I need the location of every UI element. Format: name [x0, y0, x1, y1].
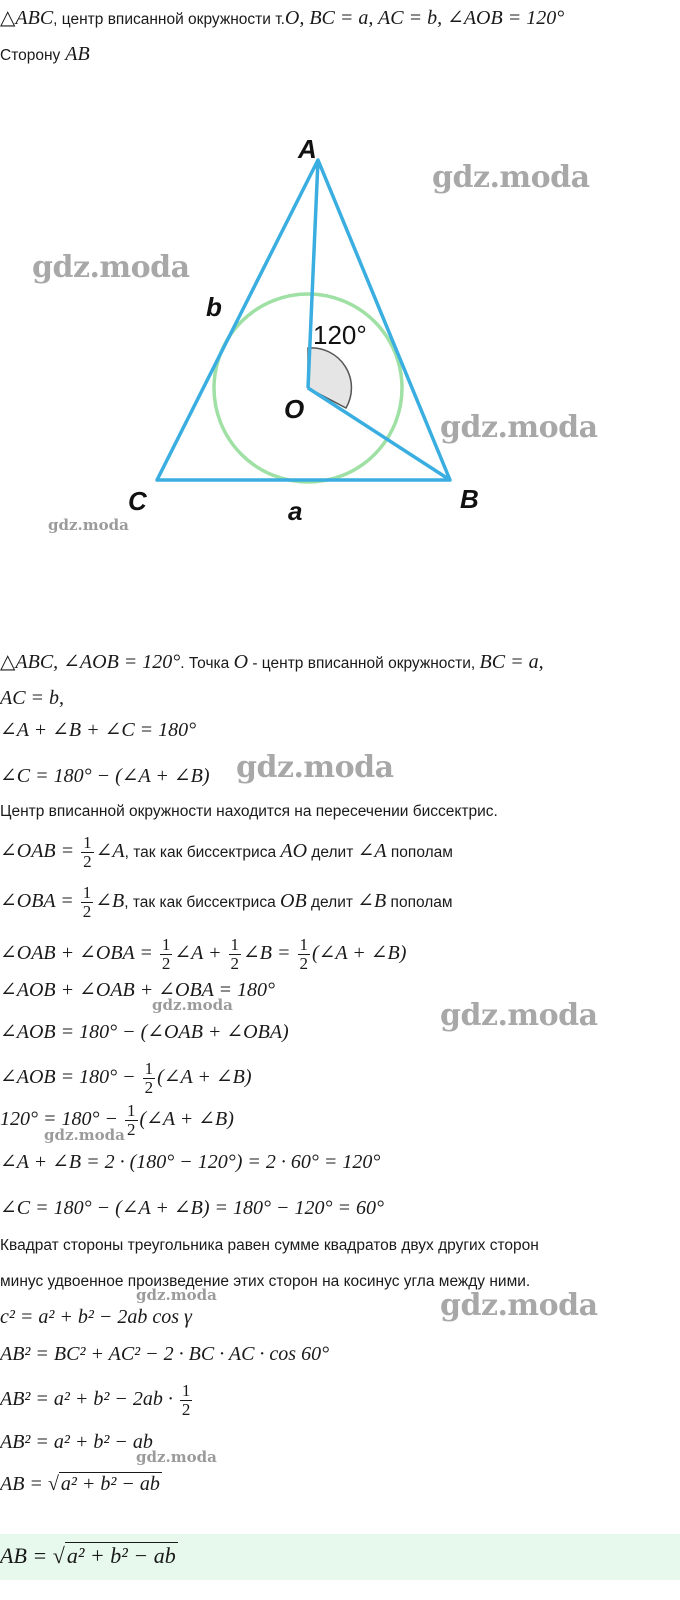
fraction: $\frac{1}{2}$ — [83, 833, 92, 871]
vertex-label-a: A — [298, 134, 317, 164]
fraction: $\frac{1}{2}$ — [230, 935, 240, 973]
triangle-abc — [157, 160, 450, 480]
solution-line-15: Квадрат стороны треугольника равен сумме квадратов двух других сторон — [0, 1237, 539, 1254]
solution-line-18: AB² = BC² + AC² − 2 · BC · AC · cos 60° — [0, 1343, 330, 1365]
solution-line-2: AC = b, — [0, 687, 65, 709]
solution-line-12: 120° = 180° − $\frac{1}{2}$ (∠A + ∠B) — [0, 1101, 234, 1139]
fraction: $\frac{1}{2}$ — [144, 1059, 154, 1097]
fraction: $\frac{1}{2}$ — [181, 1381, 191, 1419]
given-bc: BC = a, — [479, 651, 544, 673]
fraction: $\frac{1}{2}$ — [127, 1101, 136, 1139]
problem-target: AB — [65, 43, 90, 65]
point-o: O — [233, 651, 249, 673]
solution-line-3: ∠A + ∠B + ∠C = 180° — [0, 719, 197, 741]
solution-line-10: ∠AOB = 180° − (∠OAB + ∠OBA) — [0, 1021, 289, 1043]
watermark: gdz.moda — [236, 750, 394, 785]
segment-ob — [308, 388, 450, 480]
solution-text: - центр вписанной окружности, — [248, 655, 480, 672]
solution-line-1 — [0, 648, 668, 678]
watermark: gdz.moda — [432, 160, 590, 195]
watermark: gdz.moda — [48, 516, 129, 534]
radicand: a² + b² − ab — [60, 1473, 160, 1495]
final-answer: AB = √a² + b² − ab — [0, 1543, 176, 1568]
fraction: $\frac{1}{2}$ — [82, 883, 92, 921]
watermark: gdz.moda — [44, 1126, 125, 1144]
solution-line-7: ∠OBA = $\frac{1}{2}$ ∠B, так как биссектриса OB делит ∠B пополам — [0, 883, 453, 921]
watermark: gdz.moda — [440, 410, 598, 445]
triangle-symbol: △ — [0, 7, 16, 29]
solution-line-8: ∠OAB + ∠OBA = $\frac{1}{2}$ ∠A + $\frac{1}{2}$ ∠B = $\frac{1}{2}$ (∠A + ∠B) — [0, 935, 407, 973]
solution-line-11: ∠AOB = 180° − $\frac{1}{2}$ (∠A + ∠B) — [0, 1059, 252, 1097]
watermark: gdz.moda — [152, 996, 233, 1014]
solution-line-19: AB² = a² + b² − 2ab · $\frac{1}{2}$ — [0, 1381, 191, 1419]
problem-line-1 — [0, 4, 668, 34]
vertex-label-c: C — [128, 486, 147, 516]
vertex-label-b: B — [460, 484, 479, 514]
solution-line-16: минус удвоенное произведение этих сторон на косинус угла между ними. — [0, 1273, 531, 1290]
problem-conditions: O, BC = a, AC = b, ∠AOB = 120° — [284, 7, 565, 29]
problem-question: Сторону — [0, 47, 61, 64]
solution-line-4: ∠C = 180° − (∠A + ∠B) — [0, 765, 210, 787]
solution-line-6: ∠OAB = $\frac{1}{2}$ ∠A, так как биссектриса AO делит ∠A пополам — [0, 833, 453, 871]
radicand: a² + b² − ab — [66, 1543, 176, 1568]
solution-line-13: ∠A + ∠B = 2 · (180° − 120°) = 2 · 60° = 120° — [0, 1151, 381, 1173]
center-label-o: O — [284, 394, 305, 424]
solution-line-21: AB = √ a² + b² − ab — [0, 1473, 160, 1495]
solution-line-20: AB² = a² + b² − ab — [0, 1431, 153, 1453]
triangle-name: ABC — [15, 7, 54, 29]
problem-text: , центр вписанной окружности т. — [53, 11, 285, 28]
angle-label: 120° — [313, 320, 367, 350]
given-angle: △ABC, ∠AOB = 120° — [0, 651, 181, 673]
fraction: $\frac{1}{2}$ — [161, 935, 171, 973]
solution-line-9: ∠AOB + ∠OAB + ∠OBA = 180° — [0, 979, 276, 1001]
watermark: gdz.moda — [440, 1288, 598, 1323]
side-label-a: a — [288, 496, 303, 526]
solution-text: . Точка — [180, 655, 234, 672]
watermark: gdz.moda — [136, 1286, 217, 1304]
fraction: $\frac{1}{2}$ — [299, 935, 308, 973]
watermark: gdz.moda — [32, 250, 190, 285]
side-label-b: b — [206, 292, 222, 322]
angle-arc — [308, 348, 351, 408]
solution-line-5: Центр вписанной окружности находится на пересечении биссектрис. — [0, 803, 498, 820]
solution-line-14: ∠C = 180° − (∠A + ∠B) = 180° − 120° = 60° — [0, 1197, 384, 1219]
watermark: gdz.moda — [440, 998, 598, 1033]
watermark: gdz.moda — [136, 1448, 217, 1466]
solution-line-17: c² = a² + b² − 2ab cos γ — [0, 1306, 192, 1328]
problem-line-2 — [0, 40, 668, 70]
